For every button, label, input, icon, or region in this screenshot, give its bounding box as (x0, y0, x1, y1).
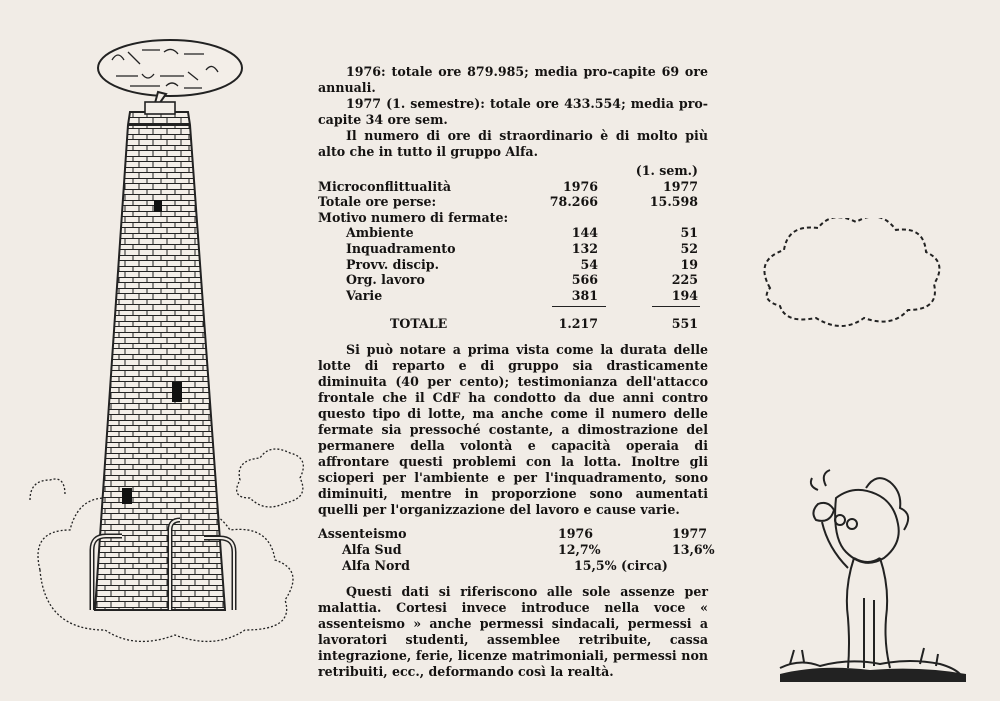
row-label: Varie (346, 287, 383, 303)
total-1976: 1.217 (558, 316, 598, 332)
row-value-1977: 52 (680, 240, 698, 256)
row-value-1976: 381 (571, 287, 598, 303)
column-header-1976: 1976 (562, 178, 598, 194)
table-row (318, 288, 708, 304)
row-label: Ambiente (346, 225, 414, 241)
row-value-1976: 144 (571, 225, 598, 241)
row-value-1976: 12,7% (558, 541, 601, 557)
row-value-1976: 132 (571, 240, 598, 256)
assenteismo-title: Assenteismo (318, 525, 407, 541)
row-value-1977: 19 (680, 256, 698, 272)
total-1977: 551 (671, 316, 698, 332)
ore-perse-label: Totale ore perse: (318, 194, 437, 210)
microconflittualita-table (318, 163, 708, 332)
chimney-illustration (20, 30, 310, 660)
row-value-combined: 15,5% (circa) (574, 557, 668, 573)
closing-paragraph: Questi dati si riferiscono alle sole assenze per malattia. Cortesi invece introduce nella voce « assenteismo » anche permessi sindacali, permessi a lavoratori studenti, assemblee retribuite, cassa integrazione, ferie, licenze matrimoniali, permessi non retribuiti, ecc., deformando così la realtà. (318, 583, 708, 679)
row-label: Alfa Nord (342, 557, 410, 573)
total-rule-1976 (552, 306, 606, 307)
table-row (318, 225, 708, 241)
table-row (318, 272, 708, 288)
row-label: Provv. discip. (346, 256, 439, 272)
row-label: Alfa Sud (342, 541, 402, 557)
table-row (318, 558, 708, 574)
ore-perse-1977: 15.598 (649, 194, 698, 210)
row-value-1977: 194 (671, 287, 698, 303)
column-header-1977: 1977 (662, 178, 698, 194)
intro-paragraph-straordinario: Il numero di ore di straordinario è di molto più alto che in tutto il gruppo Alfa. (318, 128, 708, 159)
worker-illustration (770, 468, 970, 688)
ore-perse-1976: 78.266 (549, 194, 598, 210)
assenteismo-header-1977: 1977 (672, 525, 708, 541)
assenteismo-header-1976: 1976 (558, 525, 594, 541)
row-label: Org. lavoro (346, 272, 425, 288)
table-row (318, 541, 715, 558)
table-row (318, 241, 708, 257)
table-title: Microconflittualità (318, 178, 452, 194)
total-rule-1977 (652, 306, 700, 307)
row-value-1976: 54 (580, 256, 598, 272)
row-value-1977: 225 (671, 272, 698, 288)
row-label: Inquadramento (346, 240, 456, 256)
text-column (318, 64, 715, 680)
total-row (318, 316, 708, 332)
row-value-1977: 51 (680, 225, 698, 241)
semester-note: (1. sem.) (635, 163, 698, 178)
assenteismo-table (318, 525, 715, 574)
intro-paragraph-1976: 1976: totale ore 879.985; media pro-capite 69 ore annuali. (318, 64, 708, 95)
table-row (318, 257, 708, 273)
intro-paragraph-1977: 1977 (1. semestre): totale ore 433.554; media pro-capite 34 ore sem. (318, 96, 708, 127)
motivo-label: Motivo numero di fermate: (318, 209, 509, 225)
analysis-paragraph: Si può notare a prima vista come la durata delle lotte di reparto e di gruppo sia drasticamente diminuita (40 per cento); testimonianza dell'attacco frontale che il CdF ha condotto da due anni contro questo tipo di lotte, ma anche come il numero delle fermate sia pressoché costante, a dimostrazione del permanere della volontà e capacità operaia di affrontare questi problemi con la lotta. Inoltre gli scioperi per l'ambiente e per l'inquadramento, sono diminuiti, mentre in proporzione sono aumentati quelli per l'organizzazione del lavoro e cause varie. (318, 341, 708, 517)
total-label: TOTALE (390, 316, 448, 332)
cloud-illustration (752, 218, 942, 338)
row-value-1977: 13,6% (672, 541, 715, 557)
row-value-1976: 566 (571, 272, 598, 288)
